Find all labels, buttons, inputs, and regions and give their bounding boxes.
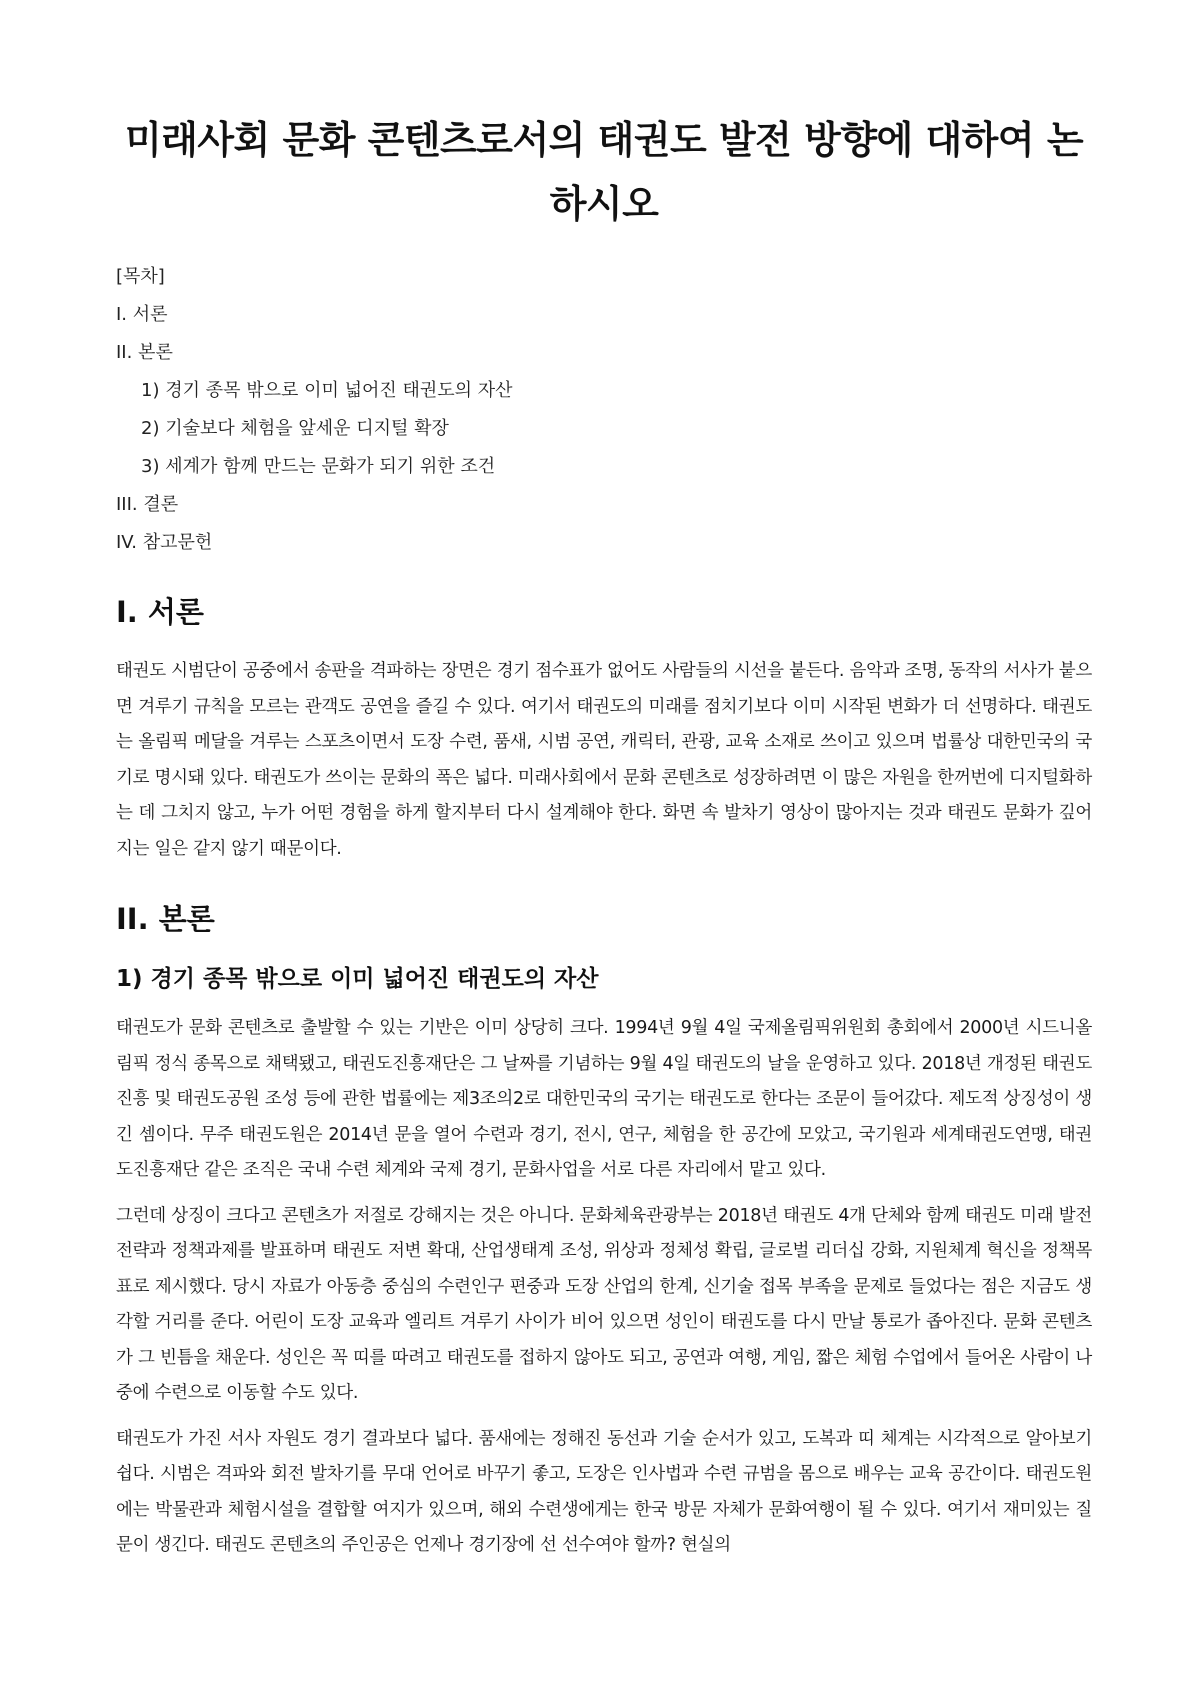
toc-item-conclusion: III. 결론 xyxy=(116,494,179,515)
toc-item-body-1: 1) 경기 종목 밖으로 이미 넓어진 태권도의 자산 xyxy=(141,380,513,401)
toc-item-body-2: 2) 기술보다 체험을 앞세운 디지털 확장 xyxy=(141,418,449,439)
subsection-heading-1: 1) 경기 종목 밖으로 이미 넓어진 태권도의 자산 xyxy=(116,966,599,992)
body-paragraph-3: 태권도가 가진 서사 자원도 경기 결과보다 넓다. 품새에는 정해진 동선과 기술 순서가 있고, 도복과 띠 체계는 시각적으로 알아보기 쉽다. 시범은 격파와 회전 발차기를 무대 언어로 바꾸기 좋고, 도장은 인사법과 수련 규범을 몸으로 배우는 교육 공간이다. 태권도원에는 박물관과 체험시설을 결합할 여지가 있으며, 해외 수련생에게는 한국 방문 자체가 문화여행이 될 수 있다. 여기서 재미있는 질문이 생긴다. 태권도 콘텐츠의 주인공은 언제나 경기장에 선 선수여야 할까? 현실의 xyxy=(116,1428,1092,1555)
body-paragraph-2: 그런데 상징이 크다고 콘텐츠가 저절로 강해지는 것은 아니다. 문화체육관광부는 2018년 태권도 4개 단체와 함께 태권도 미래 발전전략과 정책과제를 발표하며 태권도 저변 확대, 산업생태계 조성, 위상과 정체성 확립, 글로벌 리더십 강화, 지원체계 혁신을 정책목표로 제시했다. 당시 자료가 아동층 중심의 수련인구 편중과 도장 산업의 한계, 신기술 접목 부족을 문제로 들었다는 점은 지금도 생각할 거리를 준다. 어린이 도장 교육과 엘리트 겨루기 사이가 비어 있으면 성인이 태권도를 다시 만날 통로가 좁아진다. 문화 콘텐츠가 그 빈틈을 채운다. 성인은 꼭 띠를 따려고 태권도를 접하지 않아도 되고, 공연과 여행, 게임, 짧은 체험 수업에서 들어온 사람이 나중에 수련으로 이동할 수도 있다. xyxy=(116,1205,1092,1403)
section-heading-body: II. 본론 xyxy=(116,902,215,936)
body-paragraph-1: 태권도가 문화 콘텐츠로 출발할 수 있는 기반은 이미 상당히 크다. 1994년 9월 4일 국제올림픽위원회 총회에서 2000년 시드니올림픽 정식 종목으로 채택됐고, 태권도진흥재단은 그 날짜를 기념하는 9월 4일 태권도의 날을 운영하고 있다. 2018년 개정된 태권도 진흥 및 태권도공원 조성 등에 관한 법률에는 제3조의2로 대한민국의 국기는 태권도로 한다는 조문이 들어갔다. 제도적 상징성이 생긴 셈이다. 무주 태권도원은 2014년 문을 열어 수련과 경기, 전시, 연구, 체험을 한 공간에 모았고, 국기원과 세계태권도연맹, 태권도진흥재단 같은 조직은 국내 수련 체계와 국제 경기, 문화사업을 서로 다른 자리에서 맡고 있다. xyxy=(116,1018,1092,1180)
toc-item-references: IV. 참고문헌 xyxy=(116,532,213,553)
document-title: 미래사회 문화 콘텐츠로서의 태권도 발전 방향에 대하여 논하시오 xyxy=(124,118,1084,226)
section-heading-intro: I. 서론 xyxy=(116,595,204,629)
intro-paragraph: 태권도 시범단이 공중에서 송판을 격파하는 장면은 경기 점수표가 없어도 사람들의 시선을 붙든다. 음악과 조명, 동작의 서사가 붙으면 겨루기 규칙을 모르는 관객도 공연을 즐길 수 있다. 여기서 태권도의 미래를 점치기보다 이미 시작된 변화가 더 선명하다. 태권도는 올림픽 메달을 겨루는 스포츠이면서 도장 수련, 품새, 시범 공연, 캐릭터, 관광, 교육 소재로 쓰이고 있으며 법률상 대한민국의 국기로 명시돼 있다. 태권도가 쓰이는 문화의 폭은 넓다. 미래사회에서 문화 콘텐츠로 성장하려면 이 많은 자원을 한꺼번에 디지털화하는 데 그치지 않고, 누가 어떤 경험을 하게 할지부터 다시 설계해야 한다. 화면 속 발차기 영상이 많아지는 것과 태권도 문화가 깊어지는 일은 같지 않기 때문이다. xyxy=(116,661,1092,859)
toc-item-body: II. 본론 xyxy=(116,342,173,363)
toc-item-body-3: 3) 세계가 함께 만드는 문화가 되기 위한 조건 xyxy=(141,456,496,477)
toc-item-intro: I. 서론 xyxy=(116,304,168,325)
toc-heading: [목차] xyxy=(116,266,165,287)
table-of-contents xyxy=(116,258,1092,562)
